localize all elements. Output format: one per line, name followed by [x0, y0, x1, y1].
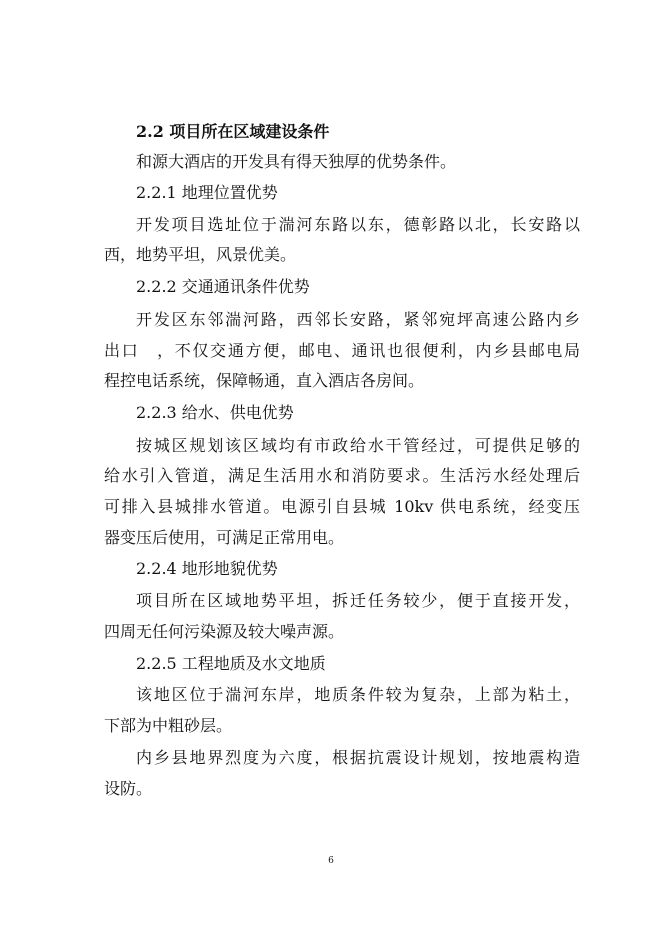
paragraph-line: 给水引入管道，满足生活用水和消防要求。生活污水经处理后 [104, 466, 580, 485]
paragraph-line: 内乡县地界烈度为六度，根据抗震设计规划，按地震构造 [136, 748, 580, 767]
paragraph-line: 器变压后使用，可满足正常用电。 [104, 528, 345, 547]
paragraph-line: 设防。 [104, 779, 153, 798]
paragraph-line: 程控电话系统，保障畅通，直入酒店各房间。 [104, 371, 425, 390]
subsection-title-terrain: 2.2.4 地形地貌优势 [136, 559, 278, 578]
paragraph-line: 项目所在区域地势平坦，拆迁任务较少，便于直接开发， [136, 591, 580, 610]
page-number: 6 [328, 856, 334, 866]
subsection-title-traffic: 2.2.2 交通通讯条件优势 [136, 277, 310, 296]
paragraph-line: 开发项目选址位于湍河东路以东，德彰路以北，长安路以 [136, 215, 580, 234]
paragraph-line: 可排入县城排水管道。电源引自县城 10kv 供电系统，经变压 [104, 497, 580, 516]
paragraph-line: 出口 ，不仅交通方便，邮电、通讯也很便利，内乡县邮电局 [104, 341, 580, 360]
paragraph-line: 西，地势平坦，风景优美。 [104, 245, 297, 264]
section-heading: 2.2 项目所在区域建设条件 [136, 122, 330, 141]
paragraph-line: 开发区东邻湍河路，西邻长安路，紧邻宛坪高速公路内乡 [136, 310, 580, 329]
subsection-title-geo: 2.2.1 地理位置优势 [136, 183, 278, 202]
paragraph-line: 按城区规划该区域均有市政给水干管经过，可提供足够的 [136, 436, 580, 455]
subsection-title-utilities: 2.2.3 给水、供电优势 [136, 403, 294, 422]
subsection-title-geology: 2.2.5 工程地质及水文地质 [136, 654, 326, 673]
section-intro: 和源大酒店的开发具有得天独厚的优势条件。 [136, 152, 457, 171]
paragraph-line: 该地区位于湍河东岸，地质条件较为复杂，上部为粘土， [136, 685, 580, 704]
paragraph-line: 下部为中粗砂层。 [104, 716, 233, 735]
paragraph-line: 四周无任何污染源及较大噪声源。 [104, 622, 345, 641]
